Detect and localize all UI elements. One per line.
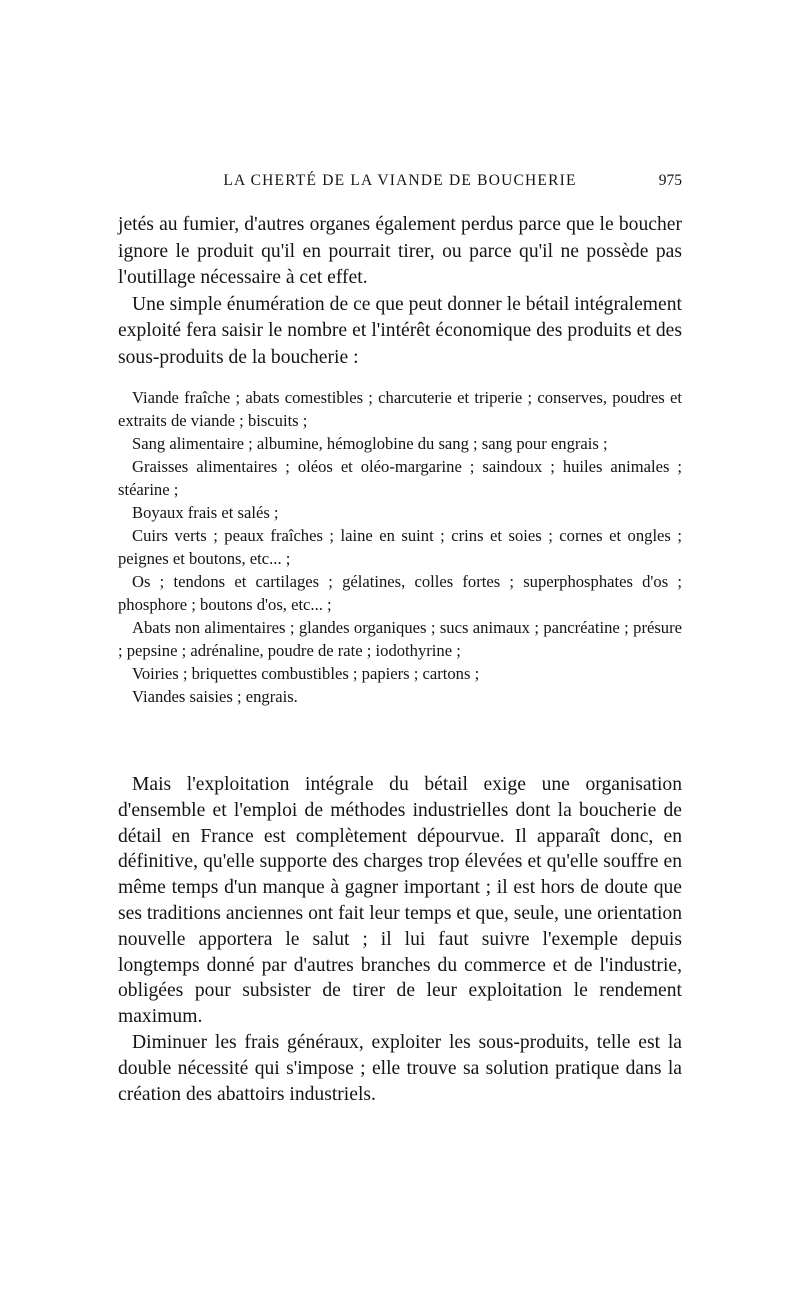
list-item: Abats non alimentaires ; glandes organiques ; sucs animaux ; pancréatine ; présure ; pepsine ; adrénaline, poudre de rate ; iodothyrine ;: [118, 618, 682, 660]
intro-section: [118, 212, 682, 371]
continuation-paragraph: jetés au fumier, d'autres organes également perdus parce que le boucher ignore le produit qu'il en pourrait tirer, ou parce qu'il ne possède pas l'outillage nécessaire à cet effet.: [118, 214, 682, 288]
list-item: Sang alimentaire ; albumine, hémoglobine du sang ; sang pour engrais ;: [132, 434, 608, 453]
list-item: Cuirs verts ; peaux fraîches ; laine en suint ; crins et soies ; cornes et ongles ; peignes et boutons, etc... ;: [118, 526, 682, 568]
list-item: Os ; tendons et cartilages ; gélatines, colles fortes ; superphosphates d'os ; phosphore ; boutons d'os, etc... ;: [118, 572, 682, 614]
enumeration-intro-paragraph: Une simple énumération de ce que peut donner le bétail intégralement exploité fera saisir le nombre et l'intérêt économique des produits et des sous-produits de la boucherie :: [118, 293, 682, 368]
running-title: LA CHERTÉ DE LA VIANDE DE BOUCHERIE: [223, 172, 577, 189]
list-item: Boyaux frais et salés ;: [132, 503, 279, 522]
running-head: [118, 172, 682, 196]
list-item: Viandes saisies ; engrais.: [132, 687, 298, 706]
page-number: 975: [658, 172, 682, 189]
list-item: Viande fraîche ; abats comestibles ; charcuterie et triperie ; conserves, poudres et extraits de viande ; biscuits ;: [118, 388, 682, 430]
product-list: [118, 386, 682, 708]
closing-section: [118, 772, 682, 1107]
closing-paragraph-2: Diminuer les frais généraux, exploiter les sous-produits, telle est la double nécessité qui s'impose ; elle trouve sa solution pratique dans la création des abattoirs industriels.: [118, 1031, 682, 1105]
list-item: Voiries ; briquettes combustibles ; papiers ; cartons ;: [132, 664, 480, 683]
list-item: Graisses alimentaires ; oléos et oléo-margarine ; saindoux ; huiles animales ; stéarine ;: [118, 457, 682, 499]
closing-paragraph-1: Mais l'exploitation intégrale du bétail exige une organisation d'ensemble et l'emploi de méthodes industrielles dont la boucherie de détail en France est complètement dépourvue. Il apparaît donc, en définitive, qu'elle supporte des charges trop élevées et qu'elle souffre en même temps d'un manque à gagner important ; il est hors de doute que ses traditions anciennes ont fait leur temps et que, seule, une orientation nouvelle apportera le salut ; il lui faut suivre l'exemple depuis longtemps donné par d'autres branches du commerce et de l'industrie, obligées pour subsister de tirer de leur exploitation le rendement maximum.: [118, 774, 682, 1028]
